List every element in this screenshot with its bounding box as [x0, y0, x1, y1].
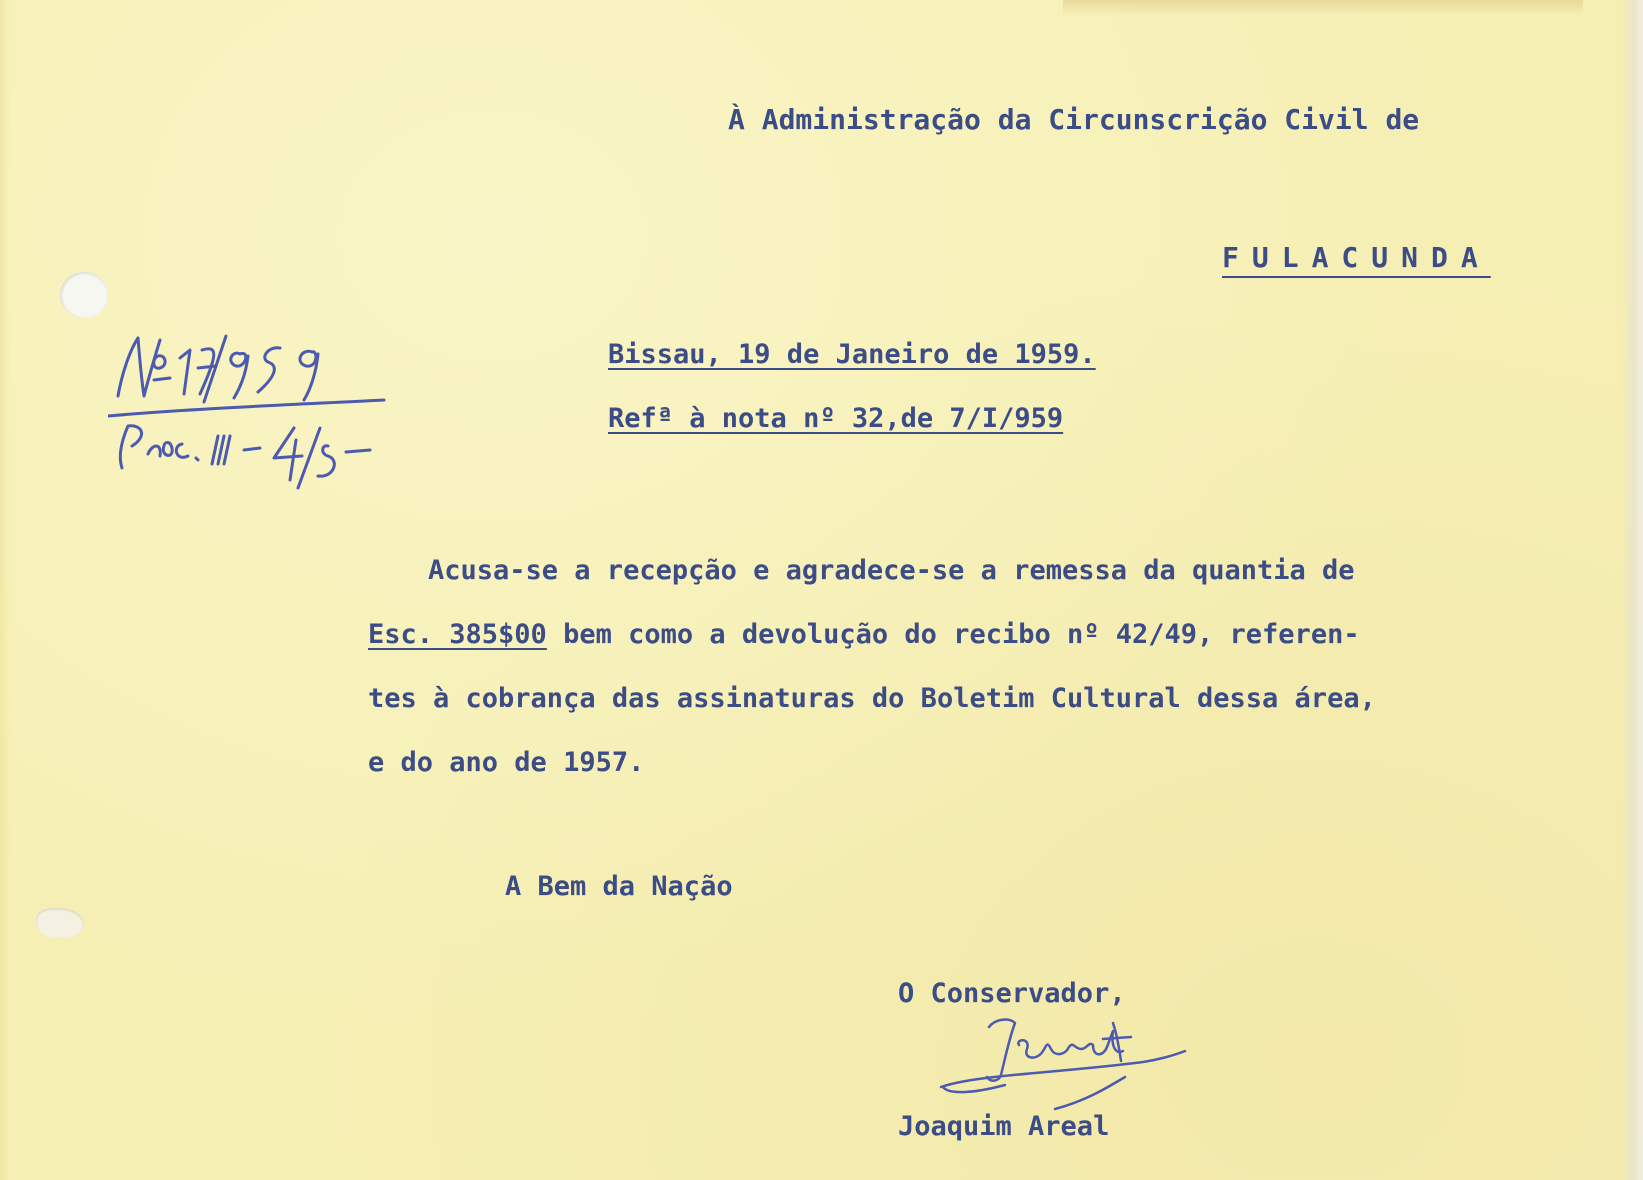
handwritten-file-annotation	[108, 328, 408, 508]
paper-edge-shadow	[1621, 0, 1643, 1180]
destination-heading: FULACUNDA	[1222, 241, 1491, 274]
letter-body	[368, 539, 1598, 795]
paper-edge	[0, 0, 10, 1180]
punch-hole	[60, 272, 108, 318]
handwritten-signature	[935, 1005, 1195, 1115]
reference-note: Refª à nota nº 32,de 7/I/959	[608, 403, 1064, 434]
closing-salutation: A Bem da Nação	[505, 871, 733, 902]
punch-hole-torn	[36, 908, 84, 938]
paper-stain	[1063, 0, 1583, 16]
signatory-name: Joaquim Areal	[898, 1111, 1110, 1142]
signatory-title: O Conservador,	[898, 978, 1126, 1009]
recipient-line: À Administração da Circunscrição Civil de	[728, 103, 1420, 136]
amount: Esc. 385$00	[368, 619, 547, 650]
letter-date: Bissau, 19 de Janeiro de 1959.	[608, 339, 1096, 370]
body-line-2	[368, 603, 1598, 667]
body-line-4: e do ano de 1957.	[368, 747, 645, 778]
body-line-1: Acusa-se a recepção e agradece-se a remessa da quantia de	[428, 555, 1355, 586]
body-line-3: tes à cobrança das assinaturas do Boletim Cultural dessa área,	[368, 683, 1376, 714]
body-line-2-text: bem como a devolução do recibo nº 42/49, referen-	[546, 619, 1360, 650]
